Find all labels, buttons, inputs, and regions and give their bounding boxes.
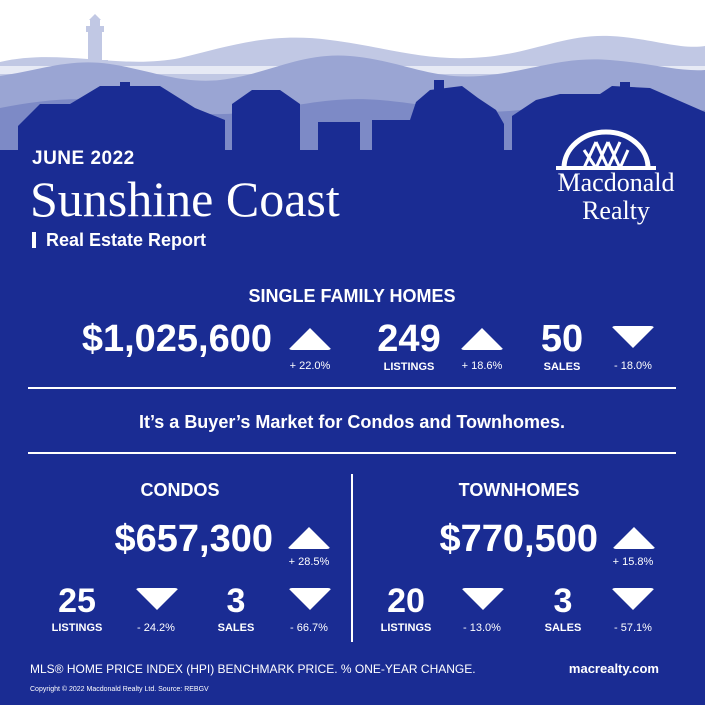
townhomes-price: $770,500 xyxy=(439,518,598,560)
single-family-sales-change: - 18.0% xyxy=(614,360,652,372)
condos-sales-value: 3 xyxy=(226,582,246,620)
triangle-down-icon xyxy=(611,326,655,348)
condos-price: $657,300 xyxy=(114,518,273,560)
triangle-up-icon xyxy=(460,328,504,350)
report-title: Sunshine Coast xyxy=(30,171,340,227)
townhomes-listings-label: LISTINGS xyxy=(380,622,432,634)
townhomes-sales-label: SALES xyxy=(544,622,582,634)
single-family-sales-label: SALES xyxy=(543,361,581,373)
single-family-price: $1,025,600 xyxy=(81,318,272,360)
report-subtitle: Real Estate Report xyxy=(46,230,207,250)
single-family-heading: SINGLE FAMILY HOMES xyxy=(248,286,456,306)
single-family-price-change: + 22.0% xyxy=(289,360,331,372)
divider-middle xyxy=(28,452,676,454)
footer-copyright: Copyright © 2022 Macdonald Realty Ltd. Source: REBGV xyxy=(30,686,209,693)
brand-name-line1: Macdonald xyxy=(557,168,675,197)
footer-note: MLS® HOME PRICE INDEX (HPI) BENCHMARK PRICE. % ONE-YEAR CHANGE. xyxy=(30,662,476,676)
triangle-up-icon xyxy=(288,328,332,350)
brand-name-line2: Realty xyxy=(582,196,650,225)
triangle-up-icon xyxy=(612,527,656,549)
condos-heading: CONDOS xyxy=(140,480,220,500)
triangle-down-icon xyxy=(288,588,332,610)
single-family-listings-change: + 18.6% xyxy=(461,360,503,372)
condos-price-change: + 28.5% xyxy=(288,556,330,568)
divider-top xyxy=(28,387,676,389)
townhomes-sales-change: - 57.1% xyxy=(614,622,652,634)
report-date: JUNE 2022 xyxy=(32,148,135,169)
sunburst-logo-icon xyxy=(556,128,656,172)
townhomes-listings-change: - 13.0% xyxy=(463,622,501,634)
condos-listings-value: 25 xyxy=(58,582,96,620)
single-family-sales-value: 50 xyxy=(540,318,584,360)
subtitle-bar xyxy=(32,232,36,248)
single-family-listings-value: 249 xyxy=(377,318,441,360)
townhomes-heading: TOWNHOMES xyxy=(458,480,580,500)
townhomes-sales-value: 3 xyxy=(553,582,573,620)
condos-sales-change: - 66.7% xyxy=(290,622,328,634)
condos-listings-label: LISTINGS xyxy=(51,622,103,634)
footer-website[interactable]: macrealty.com xyxy=(568,661,659,676)
triangle-down-icon xyxy=(461,588,505,610)
triangle-down-icon xyxy=(611,588,655,610)
townhomes-listings-value: 20 xyxy=(387,582,425,620)
condos-sales-label: SALES xyxy=(217,622,255,634)
triangle-down-icon xyxy=(135,588,179,610)
single-family-listings-label: LISTINGS xyxy=(383,361,435,373)
divider-vertical xyxy=(351,474,353,642)
market-note: It’s a Buyer’s Market for Condos and Townhomes. xyxy=(138,412,566,432)
condos-listings-change: - 24.2% xyxy=(137,622,175,634)
triangle-up-icon xyxy=(287,527,331,549)
townhomes-price-change: + 15.8% xyxy=(612,556,654,568)
